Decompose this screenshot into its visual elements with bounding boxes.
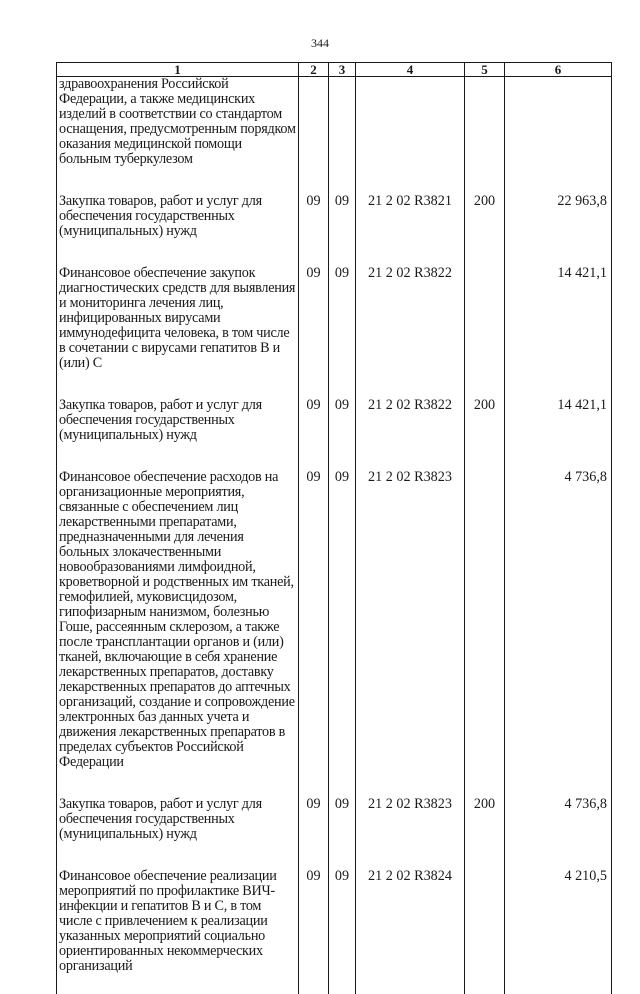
row-spacer: [57, 167, 612, 189]
column-header-5: 5: [465, 63, 505, 77]
expense-type-code: [465, 77, 505, 168]
column-header-2: 2: [299, 63, 329, 77]
row-description: Закупка товаров, работ и услуг для обеспечения государственных (муниципальных) нужд: [57, 189, 299, 239]
column-header-6: 6: [505, 63, 612, 77]
section-code: 09: [299, 864, 329, 974]
row-description: Закупка товаров, работ и услуг для обеспечения государственных (муниципальных) нужд: [57, 792, 299, 842]
row-description: Закупка товаров, работ и услуг для обеспечения государственных (муниципальных) нужд: [57, 393, 299, 443]
amount: [505, 77, 612, 168]
section-code: 09: [299, 261, 329, 371]
subsection-code: 09: [329, 393, 356, 443]
column-header-1: 1: [57, 63, 299, 77]
table-header-row: [57, 63, 612, 77]
subsection-code: [329, 77, 356, 168]
row-description: Финансовое обеспечение реализации мероприятий по профилактике ВИЧ-инфекции и гепатитов B и C, в том числе с привлечением к реализации указанных мероприятий социально ориентированных некоммерческих организаций: [57, 864, 299, 974]
target-article-code: 21 2 02 R3823: [356, 465, 465, 770]
subsection-code: 09: [329, 189, 356, 239]
amount: 4 736,8: [505, 465, 612, 770]
row-spacer: [57, 842, 612, 864]
amount: 14 421,1: [505, 261, 612, 371]
budget-table: [56, 62, 612, 994]
table-row: [57, 77, 612, 168]
table-row: [57, 189, 612, 239]
target-article-code: 21 2 02 R3821: [356, 189, 465, 239]
table-row: [57, 792, 612, 842]
expense-type-code: [465, 261, 505, 371]
target-article-code: [356, 77, 465, 168]
row-description: Финансовое обеспечение расходов на организационные мероприятия, связанные с обеспечением лиц лекарственными препаратами, предназначенными для лечения больных злокачественными новообразованиями лимфоидной, кроветворной и родственных им тканей, гемофилией, муковисцидозом, гипофизарным нанизмом, болезнью Гоше, рассеянным склерозом, а также после трансплантации органов и (или) тканей, включающие в себя хранение лекарственных препаратов, доставку лекарственных препаратов до аптечных организаций, создание и сопровождение электронных баз данных учета и движения лекарственных препаратов в пределах субъектов Российской Федерации: [57, 465, 299, 770]
target-article-code: 21 2 02 R3824: [356, 864, 465, 974]
table-row: [57, 465, 612, 770]
amount: 4 736,8: [505, 792, 612, 842]
section-code: 09: [299, 792, 329, 842]
table-row: [57, 261, 612, 371]
expense-type-code: 200: [465, 393, 505, 443]
row-description: Финансовое обеспечение закупок диагностических средств для выявления и мониторинга лечения лиц, инфицированных вирусами иммунодефицита человека, в том числе в сочетании с вирусами гепатитов B и (или) C: [57, 261, 299, 371]
subsection-code: 09: [329, 792, 356, 842]
table-row: [57, 393, 612, 443]
row-spacer: [57, 239, 612, 261]
row-spacer: [57, 770, 612, 792]
section-code: 09: [299, 465, 329, 770]
subsection-code: 09: [329, 864, 356, 974]
amount: 14 421,1: [505, 393, 612, 443]
subsection-code: 09: [329, 261, 356, 371]
expense-type-code: [465, 864, 505, 974]
row-spacer: [57, 443, 612, 465]
section-code: 09: [299, 393, 329, 443]
amount: 4 210,5: [505, 864, 612, 974]
expense-type-code: 200: [465, 792, 505, 842]
expense-type-code: 200: [465, 189, 505, 239]
page-number: 344: [311, 36, 329, 50]
target-article-code: 21 2 02 R3823: [356, 792, 465, 842]
row-description: здравоохранения Российской Федерации, а также медицинских изделий в соответствии со стандартом оснащения, предусмотренным порядком оказания медицинской помощи больным туберкулезом: [57, 77, 299, 168]
column-header-3: 3: [329, 63, 356, 77]
table-row: [57, 864, 612, 974]
subsection-code: 09: [329, 465, 356, 770]
row-spacer: [57, 371, 612, 393]
section-code: 09: [299, 189, 329, 239]
amount: 22 963,8: [505, 189, 612, 239]
section-code: [299, 77, 329, 168]
row-spacer: [57, 974, 612, 994]
target-article-code: 21 2 02 R3822: [356, 261, 465, 371]
expense-type-code: [465, 465, 505, 770]
target-article-code: 21 2 02 R3822: [356, 393, 465, 443]
column-header-4: 4: [356, 63, 465, 77]
